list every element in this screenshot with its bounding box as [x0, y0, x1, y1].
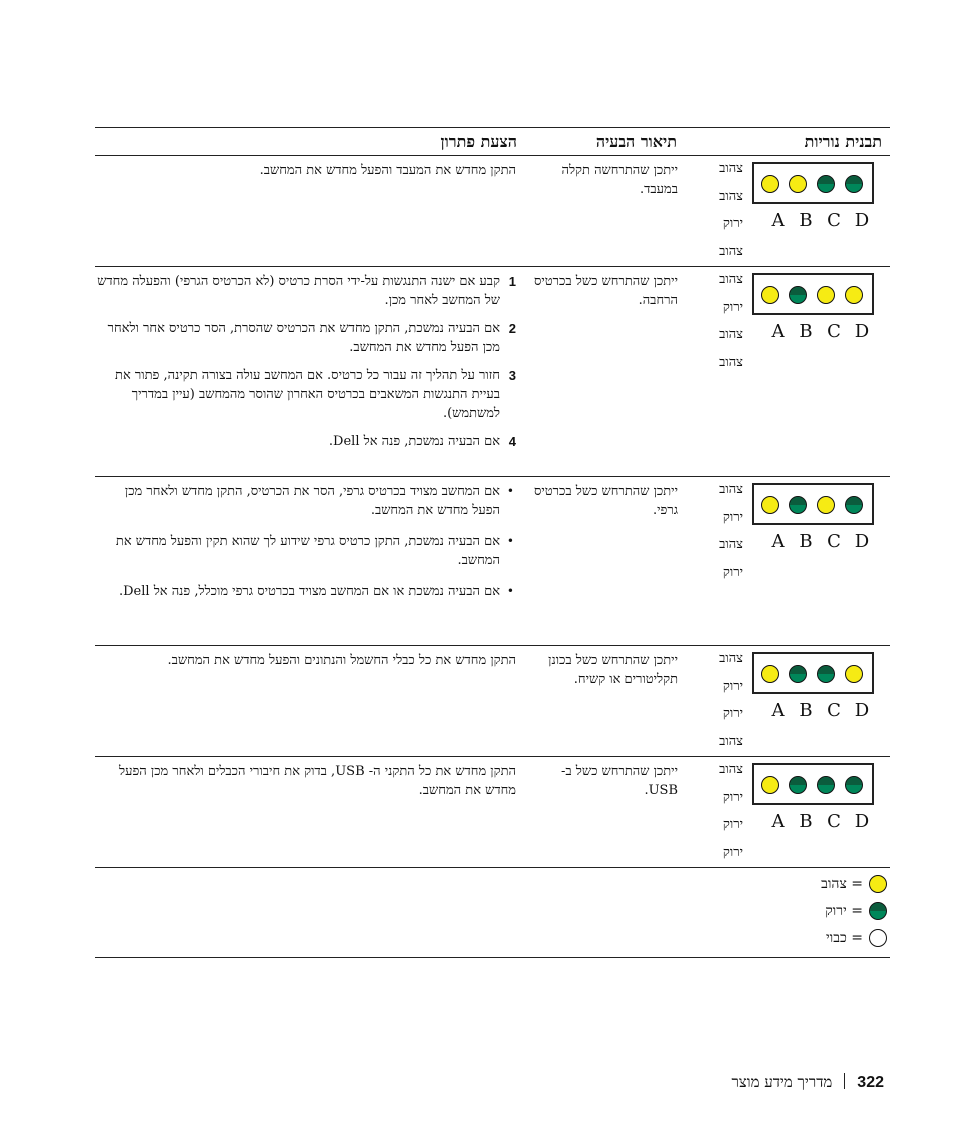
legend-item-off [700, 927, 887, 949]
led-letter: D [854, 700, 870, 721]
led-color-list [707, 759, 743, 869]
problem-description: ייתכן שהתרחש כשל בכרטיס גרפי. [533, 484, 678, 518]
step-text: קבע אם ישנה התנגשות על-ידי הסרת כרטיס (לא הכרטיס הגרפי) והפעלה מחדש של המחשב לאחר מכן. [97, 274, 500, 308]
table-row [95, 646, 890, 755]
led-letter: C [827, 700, 841, 721]
led-d-indicator [845, 776, 863, 794]
led-letter: A [771, 700, 785, 721]
led-color-label: צהוב [719, 733, 743, 749]
solution-step [95, 319, 516, 357]
off-led-icon [869, 929, 887, 947]
led-color-label: ירוק [722, 844, 743, 860]
led-panel [752, 273, 874, 315]
led-color-label: ירוק [722, 706, 743, 721]
legend-label: = צהוב [821, 876, 863, 892]
led-color-label: צהוב [719, 327, 743, 342]
solution-steps [95, 272, 516, 460]
led-letter: A [771, 811, 785, 832]
led-a-indicator [761, 286, 779, 304]
led-color-label: צהוב [719, 762, 743, 777]
led-b-indicator [789, 665, 807, 683]
led-color-label: צהוב [719, 354, 743, 370]
bullet-text: אם הבעיה נמשכת או אם המחשב מצויד בכרטיס גרפי מוכלל, פנה אל Dell. [118, 584, 500, 599]
header-solution: הצעת פתרון [440, 132, 517, 151]
led-letter: D [854, 811, 870, 832]
header-pattern: תבנית נוריות [804, 132, 882, 151]
led-b-indicator [789, 496, 807, 514]
led-color-label: ירוק [722, 216, 743, 231]
bullet-icon: • [506, 484, 514, 498]
led-color-label: ירוק [722, 678, 743, 694]
led-letter: D [854, 210, 870, 231]
solution-text: התקן מחדש את המעבד והפעל מחדש את המחשב. [259, 163, 516, 178]
table-top-rule [95, 127, 890, 128]
led-c-indicator [817, 665, 835, 683]
led-c-indicator [817, 175, 835, 193]
solution-step [95, 432, 516, 451]
led-b-indicator [789, 776, 807, 794]
solution-text: התקן מחדש את כל התקני ה- USB, בדוק את חיבורי הכבלים ולאחר מכן הפעל מחדש את המחשב. [119, 764, 516, 798]
led-letter: C [827, 321, 841, 342]
header-description: תיאור הבעיה [595, 132, 677, 151]
led-color-label: ירוק [722, 564, 743, 580]
step-number: 2 [508, 321, 516, 336]
problem-description: ייתכן שהתרחש כשל ב- USB. [561, 764, 678, 798]
yellow-led-icon [869, 875, 887, 893]
led-color-label: ירוק [722, 299, 743, 315]
led-letter: C [827, 210, 841, 231]
footer-divider [844, 1073, 845, 1089]
table-row [95, 757, 890, 866]
led-panel [752, 483, 874, 525]
led-panel [752, 652, 874, 694]
led-d-indicator [845, 496, 863, 514]
led-d-indicator [845, 175, 863, 193]
led-letter: B [799, 210, 813, 231]
step-number: 1 [508, 274, 516, 289]
led-color-list [707, 648, 743, 758]
solution-bullet [95, 582, 516, 601]
led-letter: B [799, 700, 813, 721]
legend-item-yellow [700, 873, 887, 895]
green-led-icon [869, 902, 887, 920]
led-letter: B [799, 811, 813, 832]
problem-description: ייתכן שהתרחש כשל בכונן תקליטורים או קשיח. [548, 653, 678, 687]
table-row [95, 267, 890, 475]
row-rule [95, 867, 890, 868]
led-d-indicator [845, 286, 863, 304]
table-row [95, 156, 890, 265]
led-color-label: ירוק [722, 509, 743, 525]
led-panel [752, 162, 874, 204]
led-color-list [707, 479, 743, 589]
led-panel [752, 763, 874, 805]
table-bottom-rule [95, 957, 890, 958]
led-b-indicator [789, 175, 807, 193]
led-color-label: צהוב [719, 651, 743, 666]
solution-bullets [95, 482, 516, 610]
led-color-label: צהוב [719, 188, 743, 204]
led-a-indicator [761, 175, 779, 193]
led-color-label: צהוב [719, 482, 743, 497]
solution-step [95, 366, 516, 423]
bullet-text: אם המחשב מצויד בכרטיס גרפי, הסר את הכרטיס, התקן מחדש ולאחר מכן הפעל מחדש את המחשב. [124, 484, 500, 518]
led-color-label: ירוק [722, 789, 743, 805]
legend-label: = ירוק [825, 903, 863, 919]
step-number: 3 [508, 368, 516, 383]
led-c-indicator [817, 496, 835, 514]
led-color-list [707, 158, 743, 268]
led-color-label: צהוב [719, 161, 743, 176]
solution-bullet [95, 532, 516, 570]
led-letter: C [827, 531, 841, 552]
solution-step [95, 272, 516, 310]
led-letter: A [771, 531, 785, 552]
led-a-indicator [761, 776, 779, 794]
led-letter: C [827, 811, 841, 832]
led-letter: B [799, 321, 813, 342]
step-number: 4 [508, 434, 516, 449]
problem-description: ייתכן שהתרחש כשל בכרטיס הרחבה. [533, 274, 678, 308]
step-text: אם הבעיה נמשכת, פנה אל Dell. [328, 434, 500, 449]
bullet-icon: • [506, 534, 514, 548]
problem-description: ייתכן שהתרחשה תקלה במעבד. [561, 163, 678, 197]
page-footer [732, 1073, 885, 1092]
led-letter: B [799, 531, 813, 552]
led-letter: D [854, 321, 870, 342]
step-text: אם הבעיה נמשכת, התקן מחדש את הכרטיס שהסרת, הסר כרטיס אחר ולאחר מכן הפעל מחדש את המחשב. [107, 321, 500, 355]
led-letter: D [854, 531, 870, 552]
led-color-list [707, 269, 743, 379]
led-b-indicator [789, 286, 807, 304]
table-row [95, 477, 890, 645]
led-d-indicator [845, 665, 863, 683]
led-c-indicator [817, 286, 835, 304]
page-number: 322 [857, 1074, 884, 1091]
bullet-icon: • [506, 584, 514, 598]
legend-label: = כבוי [825, 930, 863, 946]
bullet-text: אם הבעיה נמשכת, התקן כרטיס גרפי שידוע לך שהוא תקין והפעל מחדש את המחשב. [115, 534, 500, 568]
guide-title: מדריך מידע מוצר [731, 1073, 833, 1091]
led-color-label: צהוב [719, 537, 743, 552]
led-a-indicator [761, 665, 779, 683]
led-color-label: צהוב [719, 243, 743, 259]
solution-text: התקן מחדש את כל כבלי החשמל והנתונים והפעל מחדש את המחשב. [167, 653, 516, 668]
step-text: חזור על תהליך זה עבור כל כרטיס. אם המחשב עולה בצורה תקינה, פתור את בעיית התנגשות המשאבים בכרטיס האחרון שהוסר מהמחשב (עיין במדריך למשתמש). [115, 368, 500, 421]
led-letter: A [771, 321, 785, 342]
led-color-label: צהוב [719, 272, 743, 287]
led-a-indicator [761, 496, 779, 514]
led-color-label: ירוק [722, 817, 743, 832]
led-letter: A [771, 210, 785, 231]
led-c-indicator [817, 776, 835, 794]
legend-item-green [700, 900, 887, 922]
solution-bullet [95, 482, 516, 520]
